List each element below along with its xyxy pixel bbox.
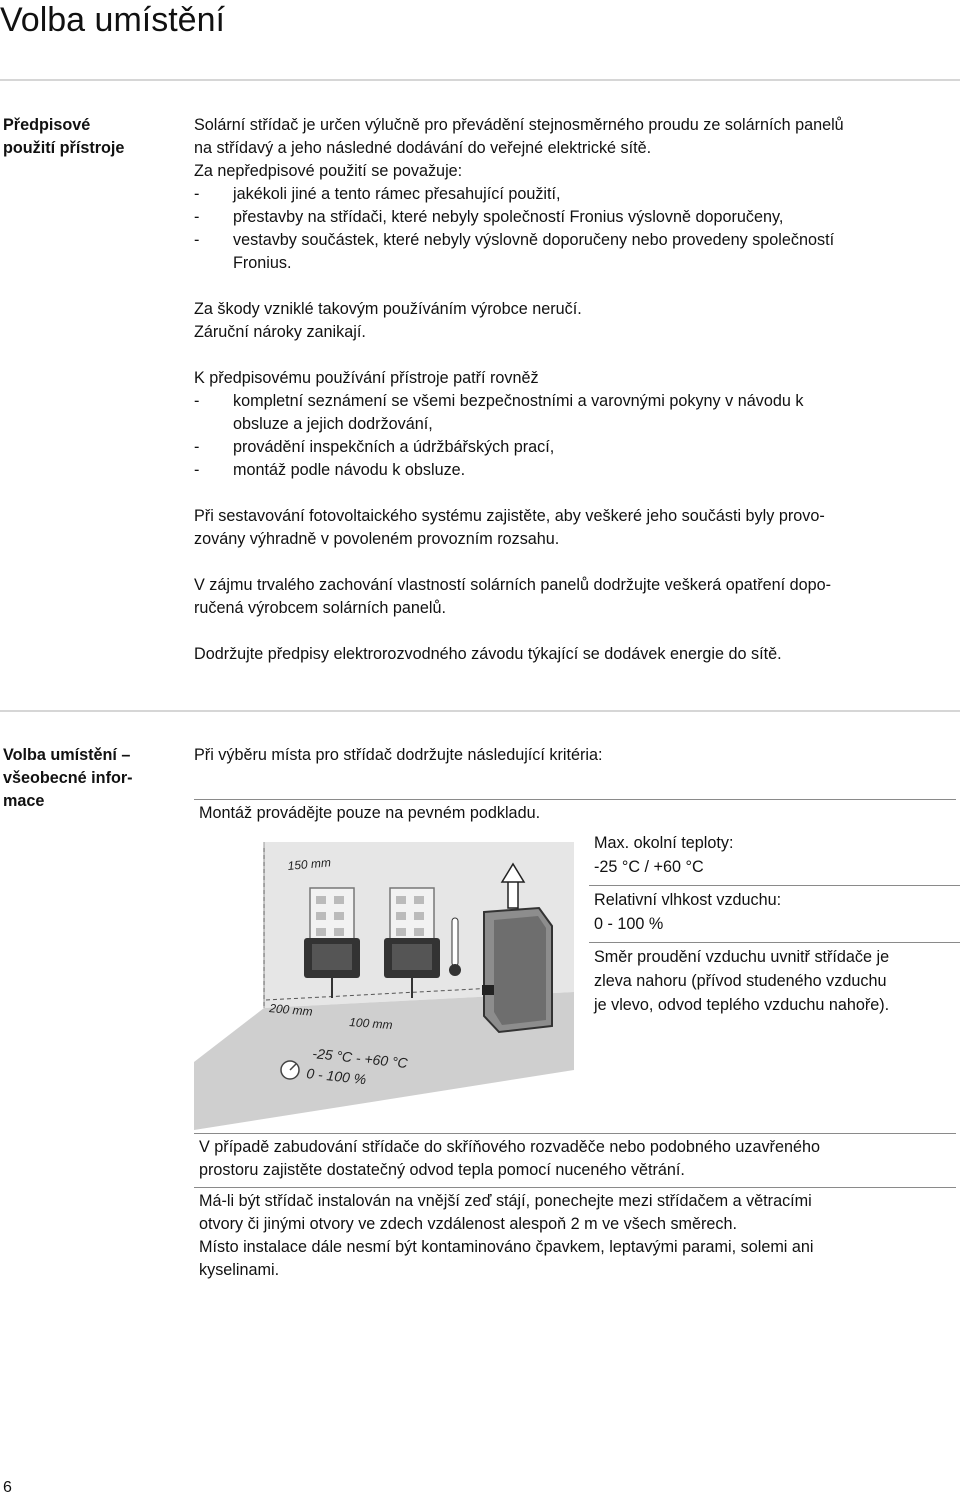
spec-airflow: Směr proudění vzduchu uvnitř střídače je zleva nahoru (přívod studeného vzduchu je vlevo, odvod teplého vzduchu nahoře). <box>589 942 960 1023</box>
section-label-line: všeobecné infor- <box>3 769 133 787</box>
paragraph: Solární střídač je určen výlučně pro převádění stejnosměrného proudu ze solárních panelů na střídavý a jeho následné dodávání do veřejné elektrické sítě. <box>194 116 844 157</box>
section-label-line: Volba umístění – <box>3 746 131 764</box>
stable-note: Má-li být střídač instalován na vnější zeď stájí, ponechejte mezi střídačem a větracími otvory či jinými otvory ve zdech vzdálenost alespoň 2 m ve všech směrech. Místo instalace dále nesmí být kontaminováno čpavkem, leptavými parami, solemi ani kyselinami. <box>194 1187 956 1282</box>
inverter-unit <box>482 908 552 1032</box>
list-item: - montáž podle návodu k obsluze. <box>194 459 960 482</box>
paragraph: Při sestavování fotovoltaického systému zajistěte, aby veškeré jeho součásti byly provo- zovány výhradně v povoleném provozním rozsahu. <box>194 507 825 548</box>
improper-use-list <box>194 183 960 275</box>
spec-humidity: Relativní vlhkost vzduchu: 0 - 100 % <box>589 885 960 942</box>
section-label-location <box>3 744 173 813</box>
environment-specs <box>589 828 960 1023</box>
installation-clearance-figure <box>194 830 589 1130</box>
location-intro: Při výběru místa pro střídač dodržujte následující kritéria: <box>194 746 603 764</box>
spec-temperature: Max. okolní teploty: -25 °C / +60 °C <box>594 834 734 876</box>
section-divider <box>0 710 960 712</box>
clearance-between-label: 100 mm <box>348 1015 394 1033</box>
clearance-top-label: 150 mm <box>287 855 332 873</box>
list-item: - kompletní seznámení se všemi bezpečnostními a varovnými pokyny v návodu k obsluze a jejich dodržování, <box>194 390 960 436</box>
list-item: - přestavby na střídači, které nebyly společností Fronius výslovně doporučeny, <box>194 206 960 229</box>
paragraph-intro: Za nepředpisové použití se považuje: <box>194 162 463 180</box>
section-label-line: mace <box>3 792 45 810</box>
list-item: - provádění inspekčních a údržbářských prací, <box>194 436 960 459</box>
section-label-line: použití přístroje <box>3 139 125 157</box>
section-label-intended-use <box>3 114 173 160</box>
proper-use-list <box>194 390 960 482</box>
list-item: - jakékoli jiné a tento rámec přesahující použití, <box>194 183 960 206</box>
clearance-side-label: 200 mm <box>268 1001 314 1019</box>
page-number: 6 <box>3 1479 12 1496</box>
section-body-intended-use <box>194 114 960 666</box>
list-item: - vestavby součástek, které nebyly výslovně doporučeny nebo provedeny společností Fronius. <box>194 229 960 275</box>
paragraph: V zájmu trvalého zachování vlastností solárních panelů dodržujte veškerá opatření dopo- ručená výrobcem solárních panelů. <box>194 576 832 617</box>
section-label-line: Předpisové <box>3 116 91 134</box>
cabinet-note: V případě zabudování střídače do skříňového rozvaděče nebo podobného uzavřeného prostoru zajistěte dostatečný odvod tepla pomocí nuceného větrání. <box>194 1133 956 1182</box>
paragraph: Za škody vzniklé takovým používáním výrobce neručí. Záruční nároky zanikají. <box>194 300 582 341</box>
page-title: Volba umístění <box>0 1 225 39</box>
section-divider <box>0 79 960 81</box>
temp-range-label: -25 °C - +60 °C <box>311 1045 409 1071</box>
paragraph: Dodržujte předpisy elektrorozvodného závodu týkající se dodávek energie do sítě. <box>194 645 782 663</box>
mount-note: Montáž provádějte pouze na pevném podkladu. <box>194 799 956 825</box>
paragraph-intro: K předpisovému používání přístroje patří rovněž <box>194 369 539 387</box>
humidity-range-label: 0 - 100 % <box>305 1065 367 1088</box>
